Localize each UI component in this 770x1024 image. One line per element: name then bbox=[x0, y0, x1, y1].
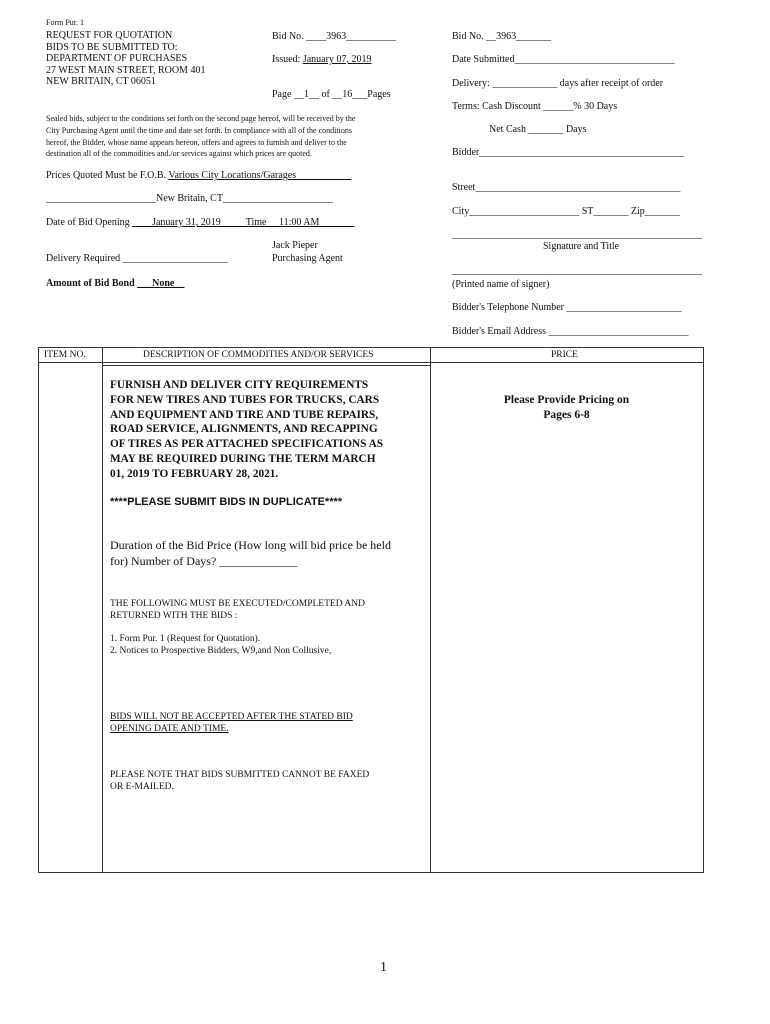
header-title-line: BIDS TO BE SUBMITTED TO: bbox=[46, 41, 178, 53]
fob-label: Prices Quoted Must be F.O.B. bbox=[46, 170, 169, 181]
price-note bbox=[430, 393, 703, 423]
printed-name-label: (Printed name of signer) bbox=[452, 279, 550, 290]
price-note-line: Pages 6-8 bbox=[543, 409, 590, 421]
sealed-line: City Purchasing Agent until the time and date set forth. In compliance with all of the conditions bbox=[46, 125, 352, 135]
header-title-line: DEPARTMENT OF PURCHASES bbox=[46, 53, 188, 64]
main-line: ROAD SERVICE, ALIGNMENTS, AND RECAPPING bbox=[110, 423, 378, 436]
main-line: AND EQUIPMENT AND TIRE AND TUBE REPAIRS, bbox=[110, 408, 379, 421]
list-item: 1. Form Pur. 1 (Request for Quotation). bbox=[110, 634, 261, 644]
phone-field[interactable]: Bidder's Telephone Number _______________________ bbox=[452, 302, 682, 313]
net-cash-field[interactable]: Net Cash _______ Days bbox=[489, 124, 587, 135]
price-note-line: Please Provide Pricing on bbox=[503, 394, 630, 406]
main-line: OF TIRES AS PER ATTACHED SPECIFICATIONS AS bbox=[110, 438, 384, 451]
header-title-line: 27 WEST MAIN STREET, ROOM 401 bbox=[46, 64, 206, 76]
sealed-line: hereof, the Bidder, whose name appears hereon, offers and agrees to furnish and deliver to the bbox=[46, 137, 347, 147]
right-bid-number: Bid No. __3963_______ bbox=[452, 31, 552, 42]
following-line: THE FOLLOWING MUST BE EXECUTED/COMPLETED AND bbox=[110, 599, 365, 609]
opening-label: Date of Bid Opening bbox=[46, 217, 133, 228]
delivery-required: Delivery Required _____________________ bbox=[46, 253, 228, 264]
terms-field[interactable]: Terms: Cash Discount ______% 30 Days bbox=[452, 101, 618, 112]
header-item-no: ITEM NO. bbox=[44, 350, 86, 360]
page-number: 1 bbox=[380, 960, 387, 975]
list-item: 2. Notices to Prospective Bidders, W9,and Non Collusive, bbox=[110, 646, 332, 657]
following-notice bbox=[110, 598, 365, 623]
email-field[interactable]: Bidder's Email Address ____________________________ bbox=[452, 326, 689, 337]
signature-label: Signature and Title bbox=[543, 241, 620, 252]
not-accepted-notice bbox=[110, 711, 353, 736]
header-description: DESCRIPTION OF COMMODITIES AND/OR SERVICES bbox=[143, 350, 374, 360]
sealed-bids-text bbox=[46, 113, 355, 160]
printed-name-field[interactable]: __________________________________________________ bbox=[452, 265, 702, 276]
header-title-line: REQUEST FOR QUOTATION bbox=[46, 30, 173, 41]
page-count: Page __1__ of __16___Pages bbox=[272, 89, 391, 100]
street-field[interactable]: Street_________________________________________ bbox=[452, 182, 681, 193]
following-line: RETURNED WITH THE BIDS : bbox=[110, 611, 238, 622]
duration-line: for) Number of Days? _____________ bbox=[110, 553, 298, 568]
sealed-line: Sealed bids, subject to the conditions set forth on the second page hereof, will be received by the bbox=[46, 114, 356, 123]
issued-label: Issued: bbox=[272, 54, 303, 65]
form-id: Form Pur. 1 bbox=[46, 18, 85, 27]
item-description-main bbox=[110, 378, 383, 482]
delivery-field[interactable]: Delivery: _____________ days after receipt of order bbox=[452, 78, 664, 89]
opening-value: ____January 31, 2019_____Time __11:00 AM_______ bbox=[132, 217, 355, 228]
duration-question bbox=[110, 538, 391, 569]
agent-name: Jack Pieper bbox=[272, 240, 318, 251]
main-line: FOR NEW TIRES AND TUBES FOR TRUCKS, CARS bbox=[110, 393, 380, 406]
main-line: MAY BE REQUIRED DURING THE TERM MARCH bbox=[110, 452, 376, 465]
location-line: ______________________New Britain, CT______________________ bbox=[46, 193, 333, 204]
header-title-block bbox=[46, 30, 205, 88]
fax-line: PLEASE NOTE THAT BIDS SUBMITTED CANNOT BE FAXED bbox=[110, 770, 370, 780]
duration-line: Duration of the Bid Price (How long will bid price be held bbox=[110, 538, 391, 552]
issued-date bbox=[272, 54, 371, 65]
duplicate-notice: ****PLEASE SUBMIT BIDS IN DUPLICATE**** bbox=[110, 496, 343, 508]
not-accepted-line: OPENING DATE AND TIME. bbox=[110, 724, 229, 735]
agent-title: Purchasing Agent bbox=[272, 253, 343, 264]
signature-field[interactable]: __________________________________________________ bbox=[452, 229, 702, 240]
issued-value: January 07, 2019 bbox=[302, 54, 372, 65]
bond-value: ___None__ bbox=[137, 278, 185, 289]
bid-opening bbox=[46, 217, 354, 228]
city-field[interactable]: City______________________ ST_______ Zip_______ bbox=[452, 206, 680, 217]
fob-line bbox=[46, 170, 351, 181]
fob-value: Various City Locations/Garages___________ bbox=[168, 170, 352, 181]
fax-notice bbox=[110, 769, 369, 794]
main-line: FURNISH AND DELIVER CITY REQUIREMENTS bbox=[110, 379, 369, 391]
sealed-line: destination all of the commodities and./or services against which prices are quoted. bbox=[46, 149, 312, 159]
header-title-line: NEW BRITAIN, CT 06051 bbox=[46, 76, 156, 87]
not-accepted-line: BIDS WILL NOT BE ACCEPTED AFTER THE STATED BID bbox=[110, 712, 353, 722]
required-documents-list bbox=[110, 633, 331, 658]
bond-label: Amount of Bid Bond bbox=[46, 278, 138, 289]
date-submitted-field[interactable]: Date Submitted________________________________ bbox=[452, 54, 675, 65]
main-line: 01, 2019 TO FEBRUARY 28, 2021. bbox=[110, 467, 279, 480]
fax-line: OR E-MAILED. bbox=[110, 782, 174, 793]
header-price: PRICE bbox=[551, 350, 578, 360]
bid-bond bbox=[46, 278, 184, 289]
bid-number: Bid No. ____3963__________ bbox=[272, 31, 397, 42]
bidder-field[interactable]: Bidder_________________________________________ bbox=[452, 147, 685, 158]
